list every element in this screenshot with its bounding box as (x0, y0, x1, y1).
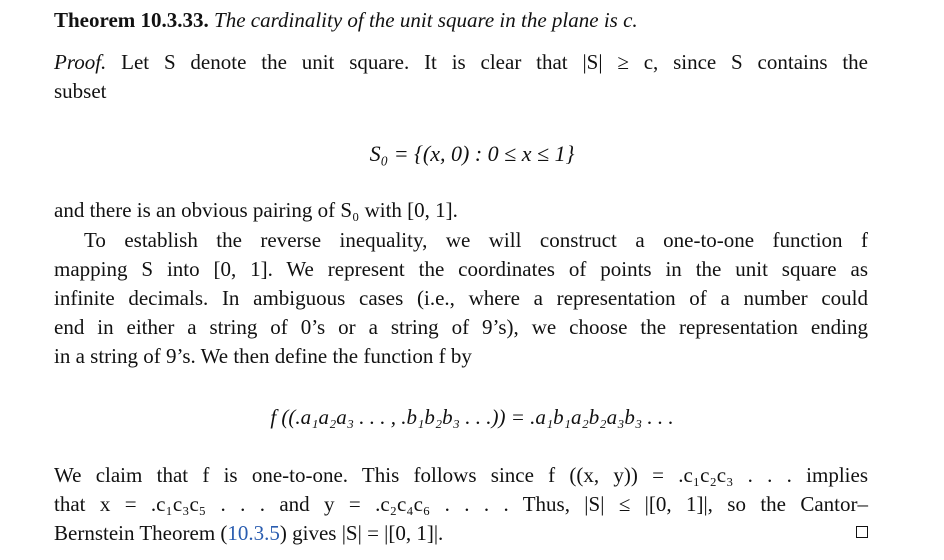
theorem-line (54, 6, 868, 34)
last-line-start: Bernstein Theorem ( (54, 521, 228, 545)
paragraph-2-line-5: in a string of 9’s. We then define the function f by (54, 344, 472, 368)
proof-line-1 (54, 48, 868, 76)
proof-line-2: subset (54, 79, 107, 103)
paragraph-1-end: and there is an obvious pairing of S₀ with [0, 1]. (54, 198, 458, 222)
theorem-reference-link[interactable]: 10.3.5 (227, 521, 280, 545)
proof-text-1: Let S denote the unit square. It is clear that |S| ≥ c, since S contains the (121, 50, 868, 74)
paragraph-2-line-1: To establish the reverse inequality, we will construct a one-to-one function f (84, 228, 868, 252)
equation-function: f ((.a₁a₂a₃ . . . , .b₁b₂b₃ . . .)) = .a₁b₁a₂b₂a₃b₃ . . . (270, 405, 674, 429)
paragraph-3-line-2: that x = .c₁c₃c₅ . . . and y = .c₂c₄c₆ . . . . Thus, |S| ≤ |[0, 1]|, so the Cantor– (54, 492, 868, 516)
paragraph-2-line-3: infinite decimals. In ambiguous cases (i.e., where a representation of a number could (54, 286, 868, 310)
proof-label: Proof. (54, 50, 107, 74)
equation-subset: S₀ = {(x, 0) : 0 ≤ x ≤ 1} (369, 141, 575, 166)
qed-square-icon (856, 526, 868, 538)
paragraph-3-line-1: We claim that f is one-to-one. This follows since f ((x, y)) = .c₁c₂c₃ . . . implies (54, 463, 868, 487)
paragraph-2-line-2: mapping S into [0, 1]. We represent the coordinates of points in the unit square as (54, 257, 868, 281)
last-line-end: ) gives |S| = |[0, 1]|. (279, 521, 444, 545)
paragraph-3-line-3 (54, 519, 868, 547)
theorem-label: Theorem 10.3.33. (54, 8, 209, 32)
theorem-statement: The cardinality of the unit square in the plane is c. (214, 8, 638, 32)
paragraph-2-line-4: end in either a string of 0’s or a string of 9’s), we choose the representation ending (54, 315, 868, 339)
